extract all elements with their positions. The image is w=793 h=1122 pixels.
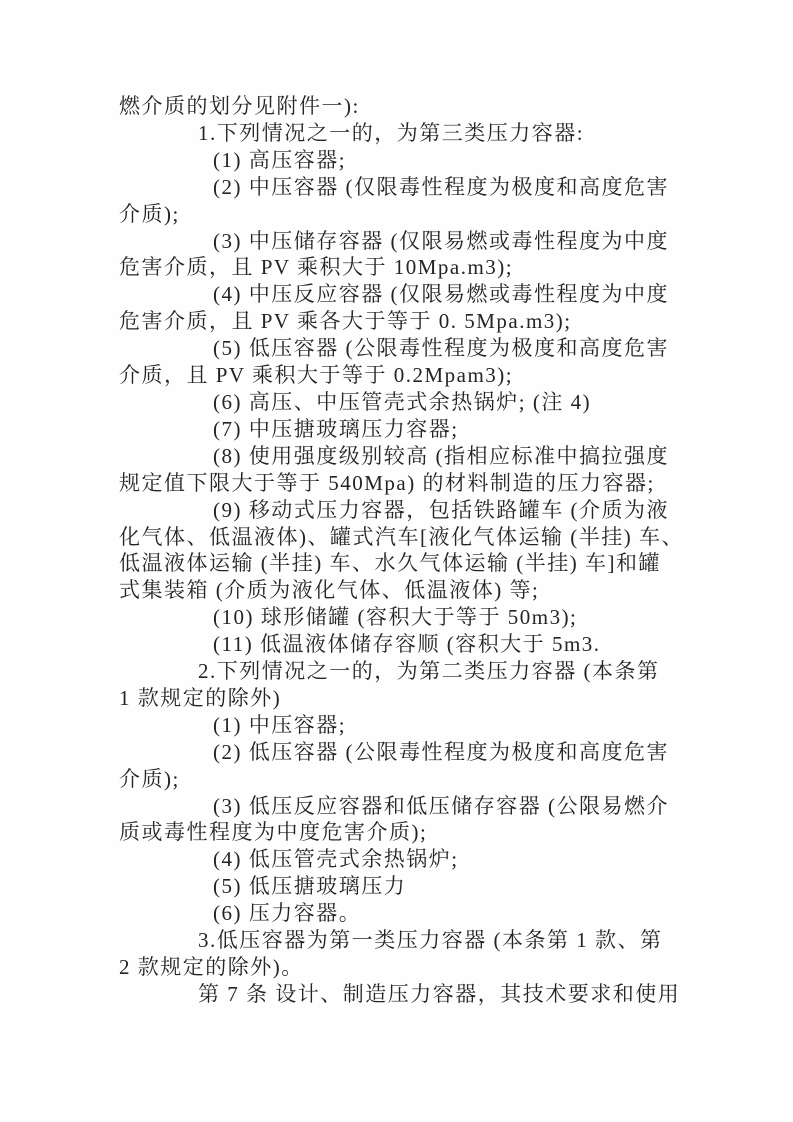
text-line: 化气体、低温液体)、罐式汽车[液化气体运输 (半挂) 车、 xyxy=(119,524,684,549)
text-line: (6) 高压、中压管壳式余热锅炉; (注 4) xyxy=(213,389,592,414)
text-line: (2) 低压容器 (公限毒性程度为极度和高度危害 xyxy=(213,739,669,764)
text-line: (3) 中压储存容器 (仅限易燃或毒性程度为中度 xyxy=(213,228,669,253)
text-line: 1.下列情况之一的，为第三类压力容器: xyxy=(198,120,585,145)
text-line: (1) 中压容器; xyxy=(213,712,347,737)
text-line: 2 款规定的除外)。 xyxy=(119,955,304,979)
text-line: (3) 低压反应容器和低压储存容器 (公限易燃介 xyxy=(213,793,669,818)
text-line: 介质，且 PV 乘积大于等于 0.2Mpam3); xyxy=(119,363,514,388)
text-line: (8) 使用强度级别较高 (指相应标准中搞拉强度 xyxy=(213,443,669,468)
text-line: 介质); xyxy=(119,766,180,791)
text-line: 介质); xyxy=(119,201,180,226)
text-line: (11) 低温液体储存容顺 (容积大于 5m3. xyxy=(213,632,601,657)
text-line: 燃介质的划分见附件一): xyxy=(119,94,360,118)
text-line: (4) 低压管壳式余热锅炉; xyxy=(213,847,459,872)
text-line: 2.下列情况之一的，为第二类压力容器 (本条第 xyxy=(198,659,660,684)
text-line: (5) 低压搪玻璃压力 xyxy=(213,874,407,899)
text-line: 第 7 条 设计、制造压力容器，其技术要求和使用 xyxy=(198,981,681,1006)
text-line: 低温液体运输 (半挂) 车、水久气体运输 (半挂) 车]和罐 xyxy=(119,551,661,576)
text-line: 危害介质，且 PV 乘各大于等于 0. 5Mpa.m3); xyxy=(119,309,572,334)
text-line: (4) 中压反应容器 (仅限易燃或毒性程度为中度 xyxy=(213,282,669,307)
text-line: (6) 压力容器。 xyxy=(213,901,362,926)
text-line: (5) 低压容器 (公限毒性程度为极度和高度危害 xyxy=(213,336,669,361)
text-line: (7) 中压搪玻璃压力容器; xyxy=(213,416,459,441)
text-line: 规定值下限大于等于 540Mpa) 的材料制造的压力容器; xyxy=(119,470,655,495)
text-line: 质或毒性程度为中度危害介质); xyxy=(119,820,428,845)
text-line: (1) 高压容器; xyxy=(213,147,347,172)
text-line: 1 款规定的除外) xyxy=(119,685,282,710)
document-body xyxy=(119,93,684,1008)
text-line: (2) 中压容器 (仅限毒性程度为极度和高度危害 xyxy=(213,174,669,199)
text-line: (10) 球形储罐 (容积大于等于 50m3); xyxy=(213,605,578,630)
text-line: 危害介质，且 PV 乘积大于 10Mpa.m3); xyxy=(119,255,514,280)
text-line: 式集装箱 (介质为液化气体、低温液体) 等; xyxy=(119,578,540,603)
text-line: 3.低压容器为第一类压力容器 (本条第 1 款、第 xyxy=(198,928,663,953)
text-line: (9) 移动式压力容器，包括铁路罐车 (介质为液 xyxy=(213,497,669,522)
